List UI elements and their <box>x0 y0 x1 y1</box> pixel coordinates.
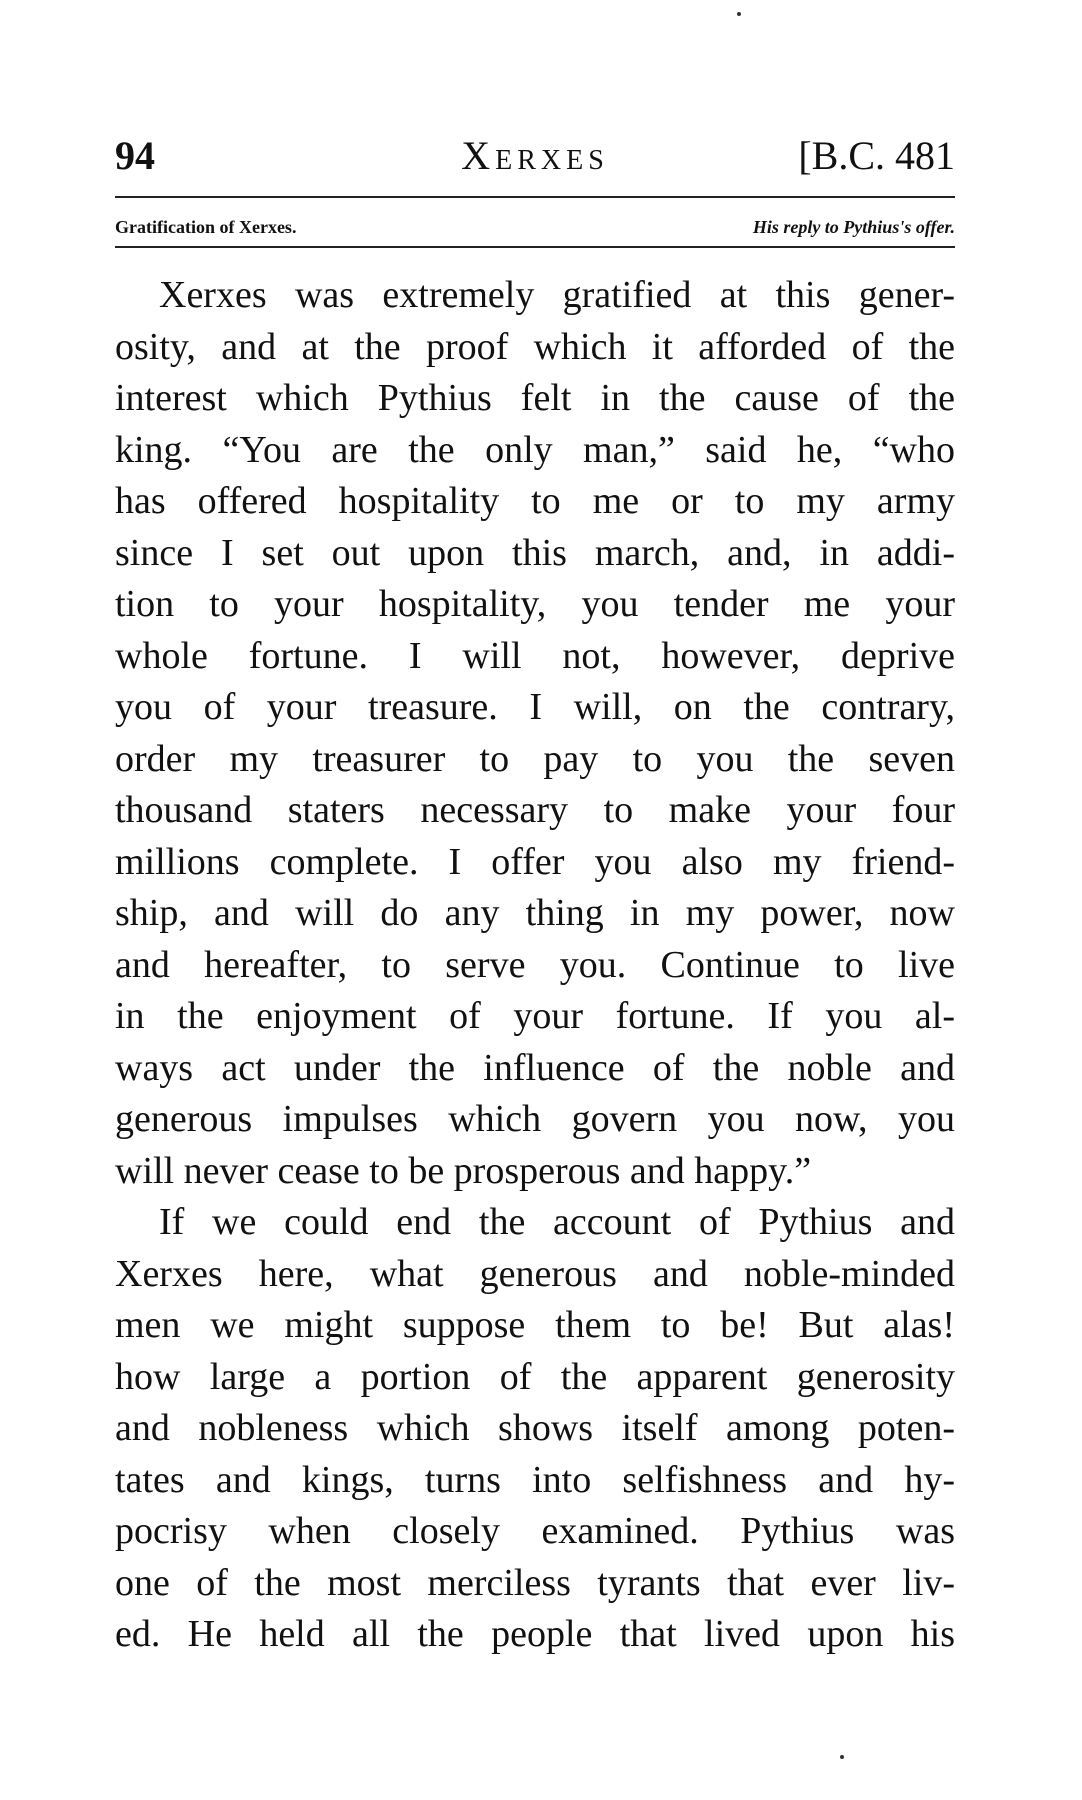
text-line: king. “You are the only man,” said he, “who <box>115 428 955 471</box>
ink-speck <box>840 1755 844 1759</box>
text-line: generous impulses which govern you now, you <box>115 1098 955 1140</box>
text-line: order my treasurer to pay to you the seven <box>115 737 955 780</box>
body-text <box>115 270 955 1661</box>
text-line: ways act under the influence of the noble and <box>115 1046 955 1089</box>
page-number: 94 <box>115 133 155 178</box>
running-head <box>115 130 955 182</box>
text-line: pocrisy when closely examined. Pythius was <box>115 1510 955 1552</box>
text-line: tion to your hospitality, you tender me your <box>115 583 955 625</box>
text-line: osity, and at the proof which it afforded of the <box>115 325 955 368</box>
marginal-subheads <box>115 214 955 240</box>
text-line: ed. He held all the people that lived upon his <box>115 1613 955 1655</box>
text-line: interest which Pythius felt in the cause of the <box>115 377 955 419</box>
text-line: If we could end the account of Pythius and <box>159 1201 955 1243</box>
text-line: and hereafter, to serve you. Continue to live <box>115 943 955 986</box>
header-rule-bottom <box>115 246 955 248</box>
header-rule-top <box>115 196 955 198</box>
subhead-right: His reply to Pythius's offer. <box>752 217 955 237</box>
ink-speck <box>737 12 741 16</box>
text-line: ship, and will do any thing in my power, now <box>115 892 955 934</box>
text-line: since I set out upon this march, and, in addi- <box>115 531 955 574</box>
text-line: thousand staters necessary to make your four <box>115 789 955 831</box>
text-line: will never cease to be prosperous and happy.” <box>115 1149 812 1192</box>
text-line: you of your treasure. I will, on the contrary, <box>115 686 955 728</box>
text-line: Xerxes here, what generous and noble-minded <box>115 1252 955 1295</box>
text-line: in the enjoyment of your fortune. If you al- <box>115 995 955 1037</box>
book-title: Xerxes <box>461 133 609 178</box>
subhead-left: Gratification of Xerxes. <box>115 217 297 237</box>
text-line: tates and kings, turns into selfishness and hy- <box>115 1458 955 1501</box>
text-line: millions complete. I offer you also my friend- <box>115 840 955 883</box>
text-line: men we might suppose them to be! But alas! <box>115 1304 955 1346</box>
text-line: has offered hospitality to me or to my army <box>115 480 955 522</box>
text-line: one of the most merciless tyrants that ever liv- <box>115 1561 955 1604</box>
date-marker: [B.C. 481 <box>798 133 955 178</box>
text-line: Xerxes was extremely gratified at this gener- <box>159 274 955 316</box>
text-line: how large a portion of the apparent generosity <box>115 1355 955 1398</box>
text-line: whole fortune. I will not, however, deprive <box>115 634 955 677</box>
text-line: and nobleness which shows itself among poten- <box>115 1407 955 1449</box>
